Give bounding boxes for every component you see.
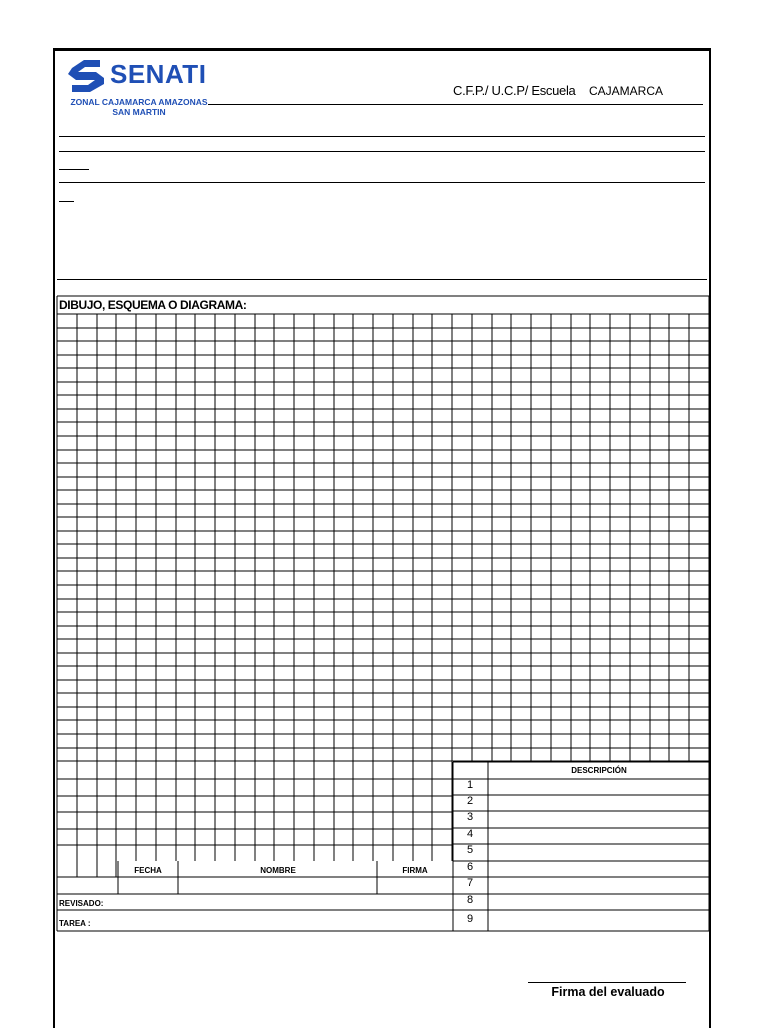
firma-label: FIRMA (402, 866, 428, 875)
tarea-label: TAREA : (59, 919, 91, 928)
fecha-label: FECHA (134, 866, 162, 875)
logo-wordmark: SENATI (110, 59, 207, 89)
revisado-label: REVISADO: (59, 899, 104, 908)
row-number: 4 (466, 828, 474, 840)
nombre-label: NOMBRE (260, 866, 296, 875)
cfp-value: CAJAMARCA (589, 84, 664, 98)
row-number: 6 (466, 861, 474, 873)
descripcion-header: DESCRIPCIÓN (571, 766, 627, 775)
logo-subtitle-line2: SAN MARTIN (112, 107, 166, 117)
row-number: 3 (466, 811, 474, 823)
grid-title: DIBUJO, ESQUEMA O DIAGRAMA: (59, 298, 247, 312)
row-number: 8 (466, 894, 474, 906)
row-number: 7 (466, 877, 474, 889)
row-number: 1 (466, 779, 474, 791)
signature-line (528, 982, 686, 983)
row-number: 2 (466, 795, 474, 807)
row-number: 9 (466, 913, 474, 925)
row-number: 5 (466, 844, 474, 856)
cfp-label: C.F.P./ U.C.P/ Escuela (453, 83, 576, 98)
logo-subtitle-line1: ZONAL CAJAMARCA AMAZONAS (70, 97, 208, 107)
signature-label: Firma del evaluado (551, 985, 665, 999)
